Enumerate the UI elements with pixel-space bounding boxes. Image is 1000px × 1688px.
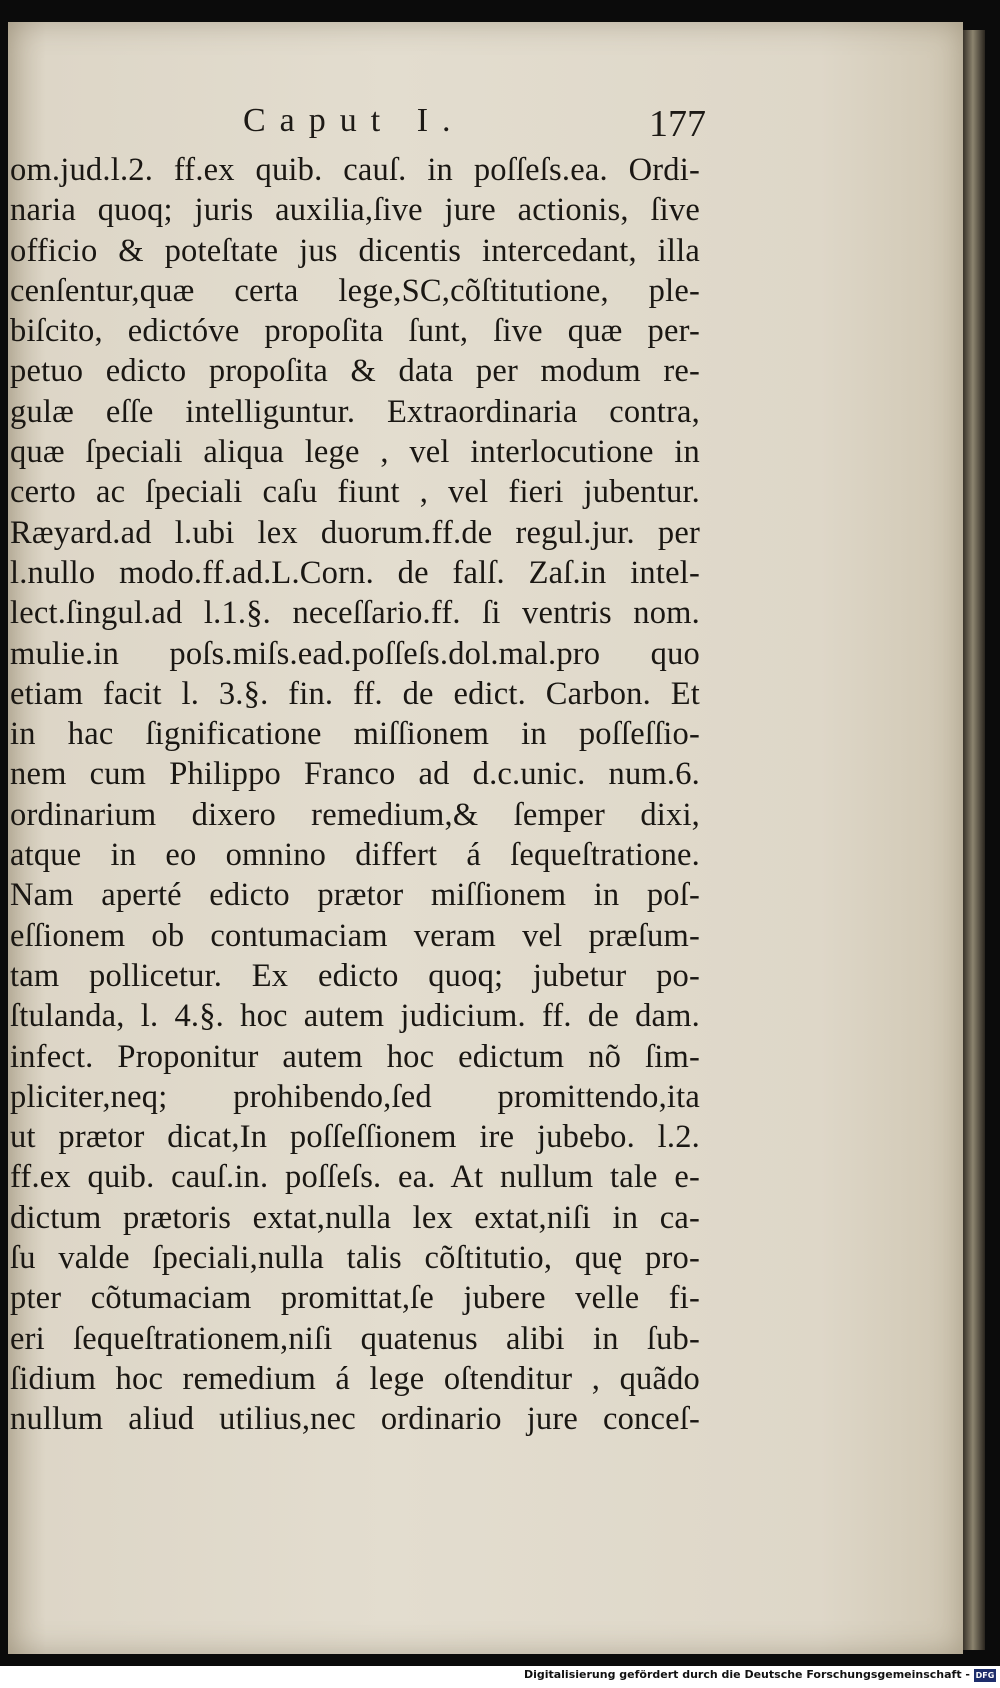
text-line: om.jud.l.2. ff.ex quib. cauſ. in poſſeſs.ea. Ordi- — [10, 152, 700, 188]
text-line: nullum aliud utilius,nec ordinario jure conceſ- — [10, 1401, 700, 1438]
text-line: infect. Proponitur autem hoc edictum nõ ſim- — [10, 1038, 700, 1075]
text-line: naria quoq; juris auxilia,ſive jure actionis, ſive — [10, 192, 700, 229]
text-line: lect.ſingul.ad l.1.§. neceſſario.ff. ſi ventris nom. — [10, 595, 700, 632]
text-line: ſidium hoc remedium á lege oſtenditur , quãdo — [10, 1360, 700, 1397]
text-line: nem cum Philippo Franco ad d.c.unic. num.6. — [10, 756, 700, 793]
dfg-logo: DFG — [975, 1671, 995, 1680]
text-line: ſtulanda, l. 4.§. hoc autem judicium. ff. de dam. — [10, 998, 700, 1035]
running-head — [8, 102, 963, 152]
text-line: eri ſequeſtrationem,niſi quatenus alibi in ſub- — [10, 1320, 700, 1357]
text-line: ut prætor dicat,In poſſeſſionem ire jubebo. l.2. — [10, 1119, 700, 1156]
text-line: biſcito, edictóve propoſita ſunt, ſive quæ per- — [10, 313, 700, 350]
text-line: cenſentur,quæ certa lege,SC,cõſtitutione, ple- — [10, 272, 700, 309]
text-line: ſu valde ſpeciali,nulla talis cõſtitutio, quę pro- — [10, 1240, 700, 1277]
text-line: ff.ex quib. cauſ.in. poſſeſs. ea. At nullum tale e- — [10, 1159, 700, 1196]
book-page — [8, 22, 963, 1654]
text-line: Nam aperté edicto prætor miſſionem in poſ- — [10, 877, 700, 914]
funding-credit: Digitalisierung gefördert durch die Deutsche Forschungsgemeinschaft - — [523, 1668, 970, 1681]
text-line: ordinarium dixero remedium,& ſemper dixi, — [10, 796, 700, 833]
text-line: dictum prætoris extat,nulla lex extat,niſi in ca- — [10, 1199, 700, 1236]
text-line: tam pollicetur. Ex edicto quoq; jubetur po- — [10, 957, 700, 994]
text-line: mulie.in poſs.miſs.ead.poſſeſs.dol.mal.pro quo — [10, 635, 700, 672]
footer — [0, 1666, 1000, 1688]
text-line: atque in eo omnino differt á ſequeſtratione. — [10, 837, 700, 874]
text-line: in hac ſignificatione miſſionem in poſſeſſio- — [10, 716, 700, 753]
body-text — [8, 150, 700, 1440]
text-line: officio & poteſtate jus dicentis intercedant, illa — [10, 232, 700, 269]
text-line: pliciter,neq; prohibendo,ſed promittendo,ita — [10, 1078, 700, 1115]
text-line: l.nullo modo.ff.ad.L.Corn. de falſ. Zaſ.in intel- — [10, 554, 700, 591]
page-edge — [963, 30, 985, 1650]
text-line: gulæ eſſe intelliguntur. Extraordinaria contra, — [10, 393, 700, 430]
text-line: eſſionem ob contumaciam veram vel præſum- — [10, 917, 700, 954]
page-number: 177 — [649, 103, 706, 145]
running-title: Caput I. — [243, 102, 465, 139]
text-line: pter cõtumaciam promittat,ſe jubere velle fi- — [10, 1280, 700, 1317]
text-line: certo ac ſpeciali caſu fiunt , vel fieri jubentur. — [10, 474, 700, 511]
text-line: etiam facit l. 3.§. fin. ff. de edict. Carbon. Et — [10, 675, 700, 712]
text-line: petuo edicto propoſita & data per modum re- — [10, 353, 700, 390]
text-line: quæ ſpeciali aliqua lege , vel interlocutione in — [10, 434, 700, 471]
text-line: Ræyard.ad l.ubi lex duorum.ff.de regul.jur. per — [10, 514, 700, 551]
